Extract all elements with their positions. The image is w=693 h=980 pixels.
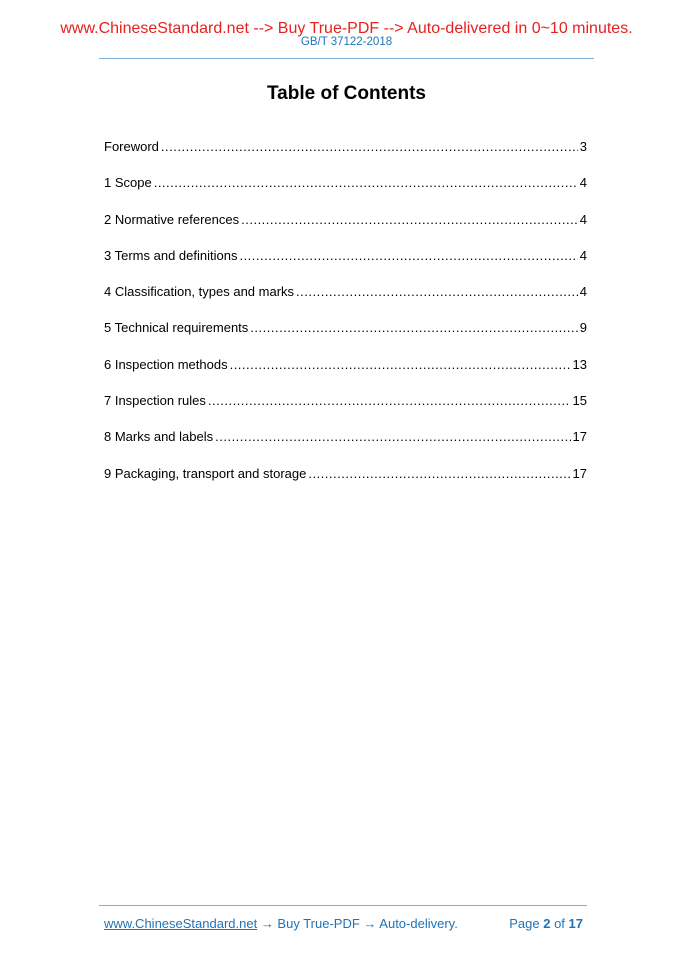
toc-list bbox=[104, 138, 587, 501]
toc-leader-dots bbox=[296, 283, 578, 301]
footer-site-link[interactable]: www.ChineseStandard.net bbox=[104, 916, 258, 931]
toc-entry-foreword[interactable] bbox=[104, 138, 587, 156]
toc-entry-classification[interactable] bbox=[104, 283, 587, 301]
toc-entry-page: 17 bbox=[572, 465, 587, 481]
header-divider bbox=[99, 58, 594, 59]
toc-entry-label: 7 Inspection rules bbox=[104, 393, 206, 409]
toc-entry-page: 17 bbox=[572, 429, 587, 445]
footer-promo bbox=[104, 915, 458, 933]
toc-entry-label: 8 Marks and labels bbox=[104, 429, 214, 445]
toc-entry-packaging[interactable] bbox=[104, 465, 587, 483]
toc-title: Table of Contents bbox=[266, 83, 427, 104]
toc-entry-label: Foreword bbox=[104, 139, 159, 154]
total-pages-number: 17 bbox=[568, 916, 583, 931]
current-page-number: 2 bbox=[543, 916, 551, 931]
toc-leader-dots bbox=[308, 465, 570, 483]
promo-banner[interactable]: www.ChineseStandard.net --> Buy True-PDF --> Auto-delivered in 0~10 minutes. bbox=[60, 20, 633, 37]
toc-entry-page: 4 bbox=[579, 175, 587, 191]
page-indicator bbox=[509, 915, 583, 933]
toc-entry-label: 2 Normative references bbox=[104, 211, 240, 227]
toc-entry-terms-definitions[interactable] bbox=[104, 247, 587, 265]
toc-entry-inspection-methods[interactable] bbox=[104, 356, 587, 374]
toc-leader-dots bbox=[239, 247, 577, 265]
toc-entry-label: 9 Packaging, transport and storage bbox=[104, 465, 307, 481]
toc-entry-scope[interactable] bbox=[104, 174, 587, 192]
toc-leader-dots bbox=[250, 319, 577, 337]
toc-entry-page: 4 bbox=[579, 284, 587, 300]
toc-entry-label: 4 Classification, types and marks bbox=[104, 284, 295, 300]
footer-divider bbox=[99, 905, 587, 906]
toc-entry-normative-references[interactable] bbox=[104, 211, 587, 229]
toc-entry-marks-labels[interactable] bbox=[104, 428, 587, 446]
toc-entry-label: 6 Inspection methods bbox=[104, 356, 228, 372]
toc-entry-page: 13 bbox=[572, 356, 587, 372]
page-of-word: of bbox=[554, 916, 565, 931]
toc-leader-dots bbox=[215, 428, 570, 446]
toc-leader-dots bbox=[154, 174, 578, 192]
toc-entry-page: 3 bbox=[579, 139, 587, 154]
toc-entry-label: 3 Terms and definitions bbox=[104, 247, 238, 263]
toc-entry-label: 5 Technical requirements bbox=[104, 320, 249, 336]
toc-entry-page: 4 bbox=[579, 247, 587, 263]
page-word: Page bbox=[509, 916, 540, 931]
page-footer bbox=[104, 915, 587, 933]
toc-entry-page: 15 bbox=[572, 393, 587, 409]
footer-tagline: → Buy True-PDF → Auto-delivery. bbox=[257, 916, 458, 931]
toc-entry-technical-requirements[interactable] bbox=[104, 319, 587, 337]
toc-leader-dots bbox=[241, 211, 578, 229]
toc-entry-label: 1 Scope bbox=[104, 175, 152, 191]
toc-leader-dots bbox=[161, 138, 578, 156]
toc-leader-dots bbox=[230, 356, 571, 374]
toc-leader-dots bbox=[208, 392, 571, 410]
toc-entry-page: 9 bbox=[579, 320, 587, 336]
toc-entry-inspection-rules[interactable] bbox=[104, 392, 587, 410]
toc-entry-page: 4 bbox=[579, 211, 587, 227]
standard-code: GB/T 37122-2018 bbox=[300, 36, 393, 48]
